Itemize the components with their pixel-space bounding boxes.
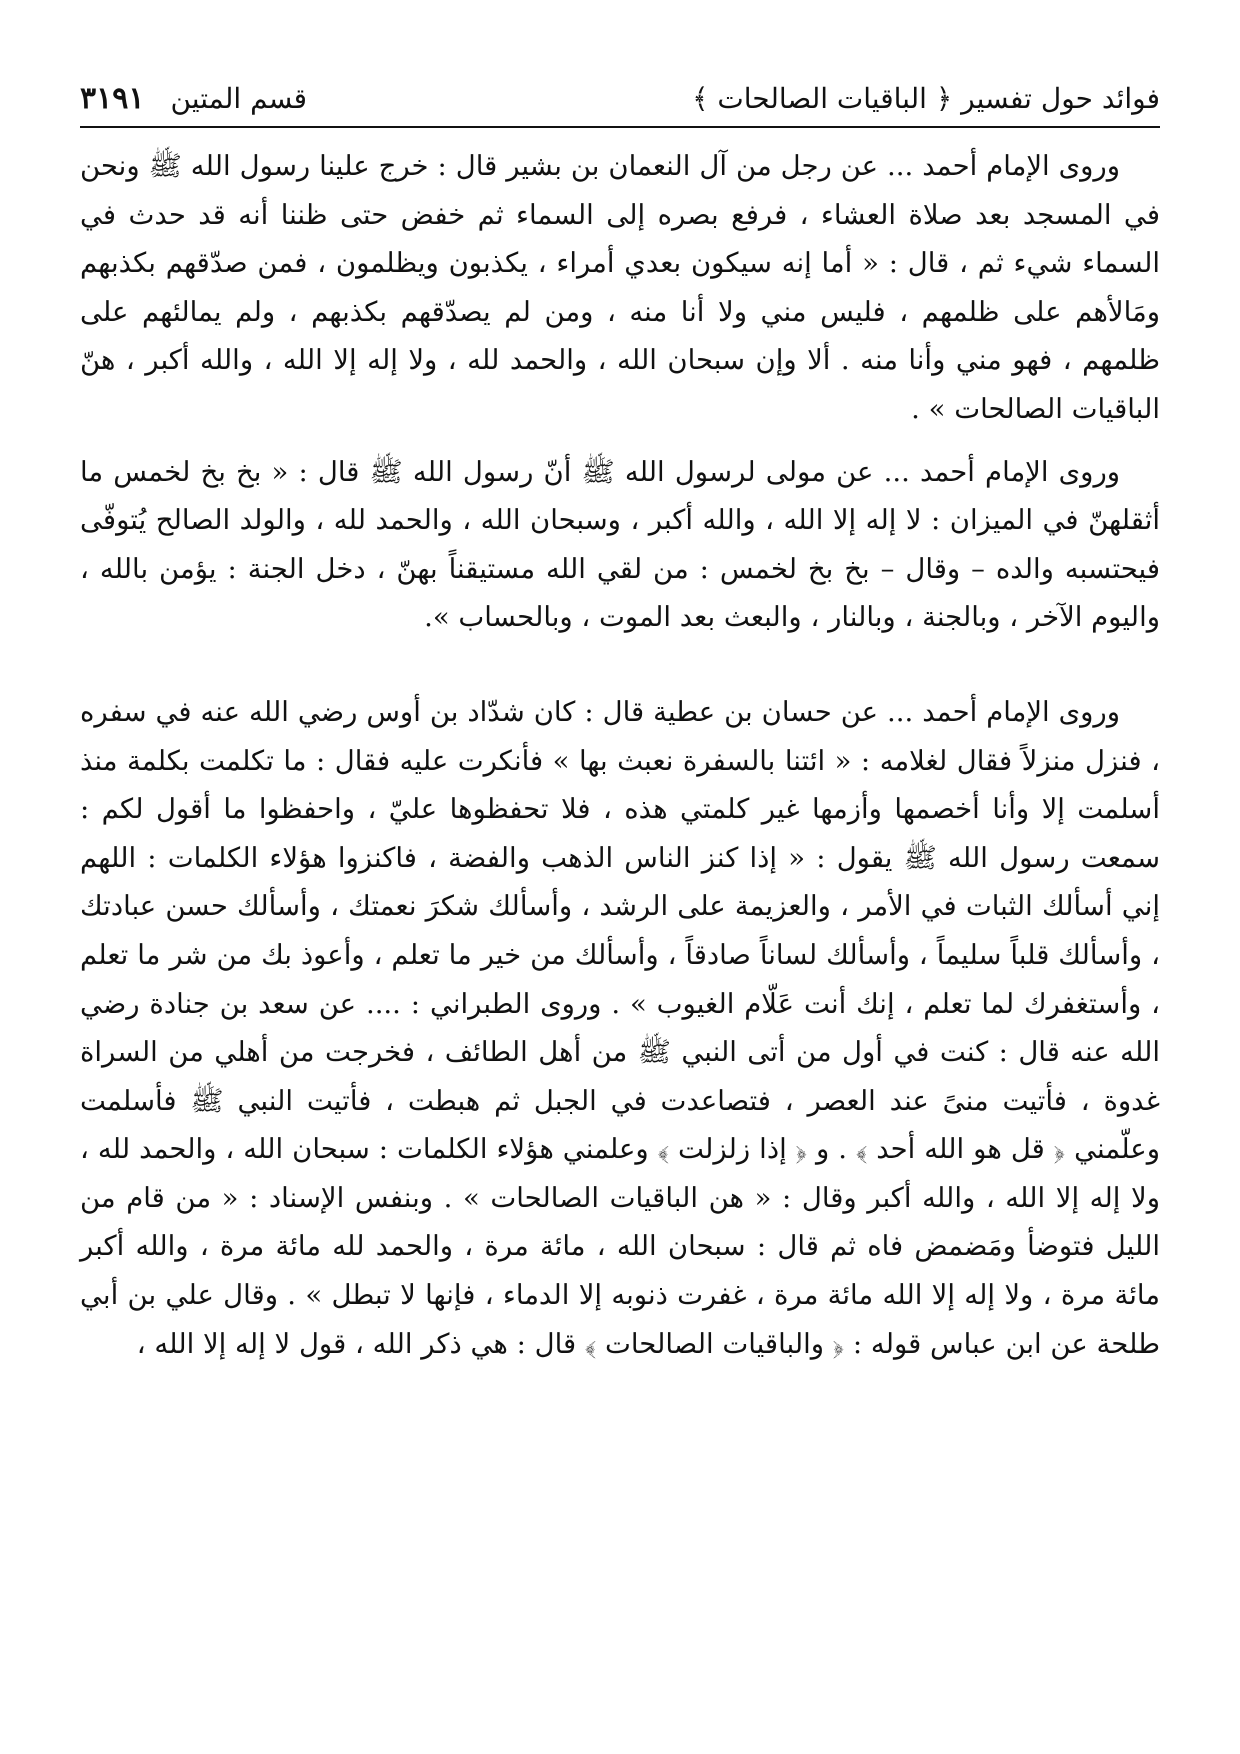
section-label: قسم المتين — [170, 81, 308, 115]
paragraph-spacer — [80, 642, 1160, 688]
paragraph-3: وروى الإمام أحمد ... عن حسان بن عطية قال : كان شدّاد بن أوس رضي الله عنه في سفره ، فنزل منزلاً فقال لغلامه : « ائتنا بالسفرة نعبث بها » فأنكرت عليه فقال : ما تكلمت بكلمة منذ أسلمت إلا وأنا أخصمها وأزمها غير كلمتي هذه ، فلا تحفظوها عليّ ، واحفظوا ما أقول لكم : سمعت رسول الله ﷺ يقول : « إذا كنز الناس الذهب والفضة ، فاكنزوا هؤلاء الكلمات : اللهم إني أسألك الثبات في الأمر ، والعزيمة على الرشد ، وأسألك شكرَ نعمتك ، وأسألك حسن عبادتك ، وأسألك قلباً سليماً ، وأسألك لساناً صادقاً ، وأسألك من خير ما تعلم ، وأعوذ بك من شر ما تعلم ، وأستغفرك لما تعلم ، إنك أنت عَلّام الغيوب » . وروى الطبراني : .... عن سعد بن جنادة رضي الله عنه قال : كنت في أول من أتى النبي ﷺ من أهل الطائف ، فخرجت من أهلي من السراة غدوة ، فأتيت منىً عند العصر ، فتصاعدت في الجبل ثم هبطت ، فأتيت النبي ﷺ فأسلمت وعلّمني ﴿ قل هو الله أحد ﴾ . و ﴿ إذا زلزلت ﴾ وعلمني هؤلاء الكلمات : سبحان الله ، والحمد لله ، ولا إله إلا الله ، والله أكبر وقال : « هن الباقيات الصالحات » . وبنفس الإسناد : « من قام من الليل فتوضأ ومَضمض فاه ثم قال : سبحان الله ، مائة مرة ، والحمد لله مائة مرة ، والله أكبر مائة مرة ، ولا إله إلا الله مائة مرة ، غفرت ذنوبه إلا الدماء ، فإنها لا تبطل » . وقال علي بن أبي طلحة عن ابن عباس قوله : ﴿ والباقيات الصالحات ﴾ قال : هي ذكر الله ، قول لا إله إلا الله ، — [80, 695, 1160, 1360]
header-left-block — [80, 81, 307, 116]
page-header — [80, 70, 1160, 128]
body-text — [80, 142, 1160, 1368]
paragraph-1: وروى الإمام أحمد ... عن رجل من آل النعمان بن بشير قال : خرج علينا رسول الله ﷺ ونحن في المسجد بعد صلاة العشاء ، فرفع بصره إلى السماء ثم خفض حتى ظننا أنه قد حدث في السماء شيء ثم ، قال : « أما إنه سيكون بعدي أمراء ، يكذبون ويظلمون ، فمن صدّقهم بكذبهم ومَالأهم على ظلمهم ، فليس مني ولا أنا منه ، ومن لم يصدّقهم بكذبهم ، ولم يمالئهم على ظلمهم ، فهو مني وأنا منه . ألا وإن سبحان الله ، والحمد لله ، ولا إله إلا الله ، والله أكبر ، هنّ الباقيات الصالحات » . — [80, 150, 1160, 425]
document-page — [80, 70, 1160, 1730]
running-title: فوائد حول تفسير ﴿ الباقيات الصالحات ﴾ — [692, 81, 1160, 115]
page-number: ٣١٩١ — [80, 80, 145, 116]
paragraph-2: وروى الإمام أحمد ... عن مولى لرسول الله ﷺ أنّ رسول الله ﷺ قال : « بخ بخ لخمس ما أثقلهنّ في الميزان : لا إله إلا الله ، والله أكبر ، وسبحان الله ، والحمد لله ، والولد الصالح يُتوفّى فيحتسبه والده – وقال – بخ بخ لخمس : من لقي الله مستيقناً بهنّ ، دخل الجنة : يؤمن بالله ، واليوم الآخر ، وبالجنة ، وبالنار ، والبعث بعد الموت ، وبالحساب ». — [80, 455, 1160, 634]
paragraph-spacer — [80, 434, 1160, 448]
